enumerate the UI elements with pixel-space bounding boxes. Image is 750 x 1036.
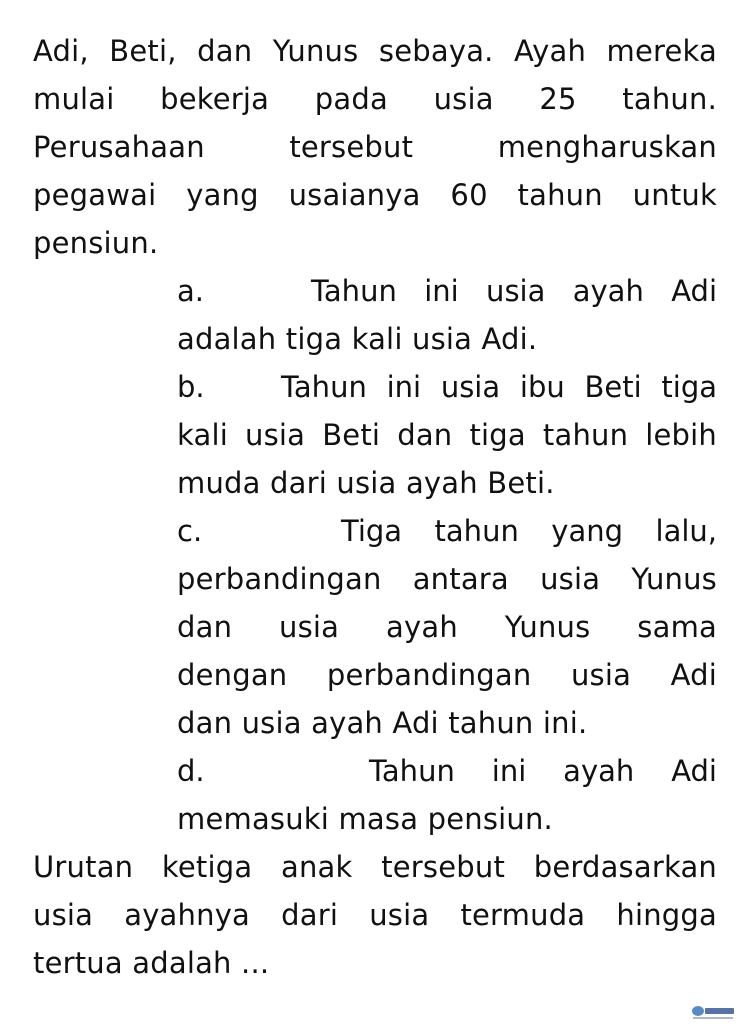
option-d-line-2: memasuki masa pensiun. [177,802,553,836]
intro-line-4: pegawai yang usaianya 60 tahun untuk [33,178,717,212]
option-c-line-3: dan usia ayah Yunus sama [177,610,717,644]
option-b-label: b. [177,370,205,404]
question-line-2: usia ayahnya dari usia termuda hingga [33,898,717,932]
option-d [177,747,717,795]
option-c-line-4: dengan perbandingan usia Adi [177,658,717,692]
option-a [177,267,717,315]
option-b-line-2: kali usia Beti dan tiga tahun lebih [177,418,717,452]
question-line-3: tertua adalah ... [33,946,270,980]
option-a-first-line: Tahun ini usia ayah Adi [311,274,717,308]
option-d-first-line: Tahun ini ayah Adi [369,754,717,788]
question-line-1: Urutan ketiga anak tersebut berdasarkan [33,850,717,884]
watermark-logo-icon [690,1004,736,1022]
option-c-label: c. [177,514,203,548]
option-b-line-3: muda dari usia ayah Beti. [177,466,555,500]
option-b-first-line: Tahun ini usia ibu Beti tiga [281,370,717,404]
intro-line-5: pensiun. [33,226,159,260]
option-a-line-2: adalah tiga kali usia Adi. [177,322,538,356]
option-c [177,507,717,555]
option-c-first-line: Tiga tahun yang lalu, [341,514,717,548]
option-b [177,363,717,411]
option-c-line-5: dan usia ayah Adi tahun ini. [177,706,588,740]
intro-line-2: mulai bekerja pada usia 25 tahun. [33,82,717,116]
intro-line-3: Perusahaan tersebut mengharuskan [33,130,717,164]
option-d-label: d. [177,754,205,788]
intro-line-1: Adi, Beti, dan Yunus sebaya. Ayah mereka [33,34,717,68]
option-a-label: a. [177,274,204,308]
option-c-line-2: perbandingan antara usia Yunus [177,562,717,596]
